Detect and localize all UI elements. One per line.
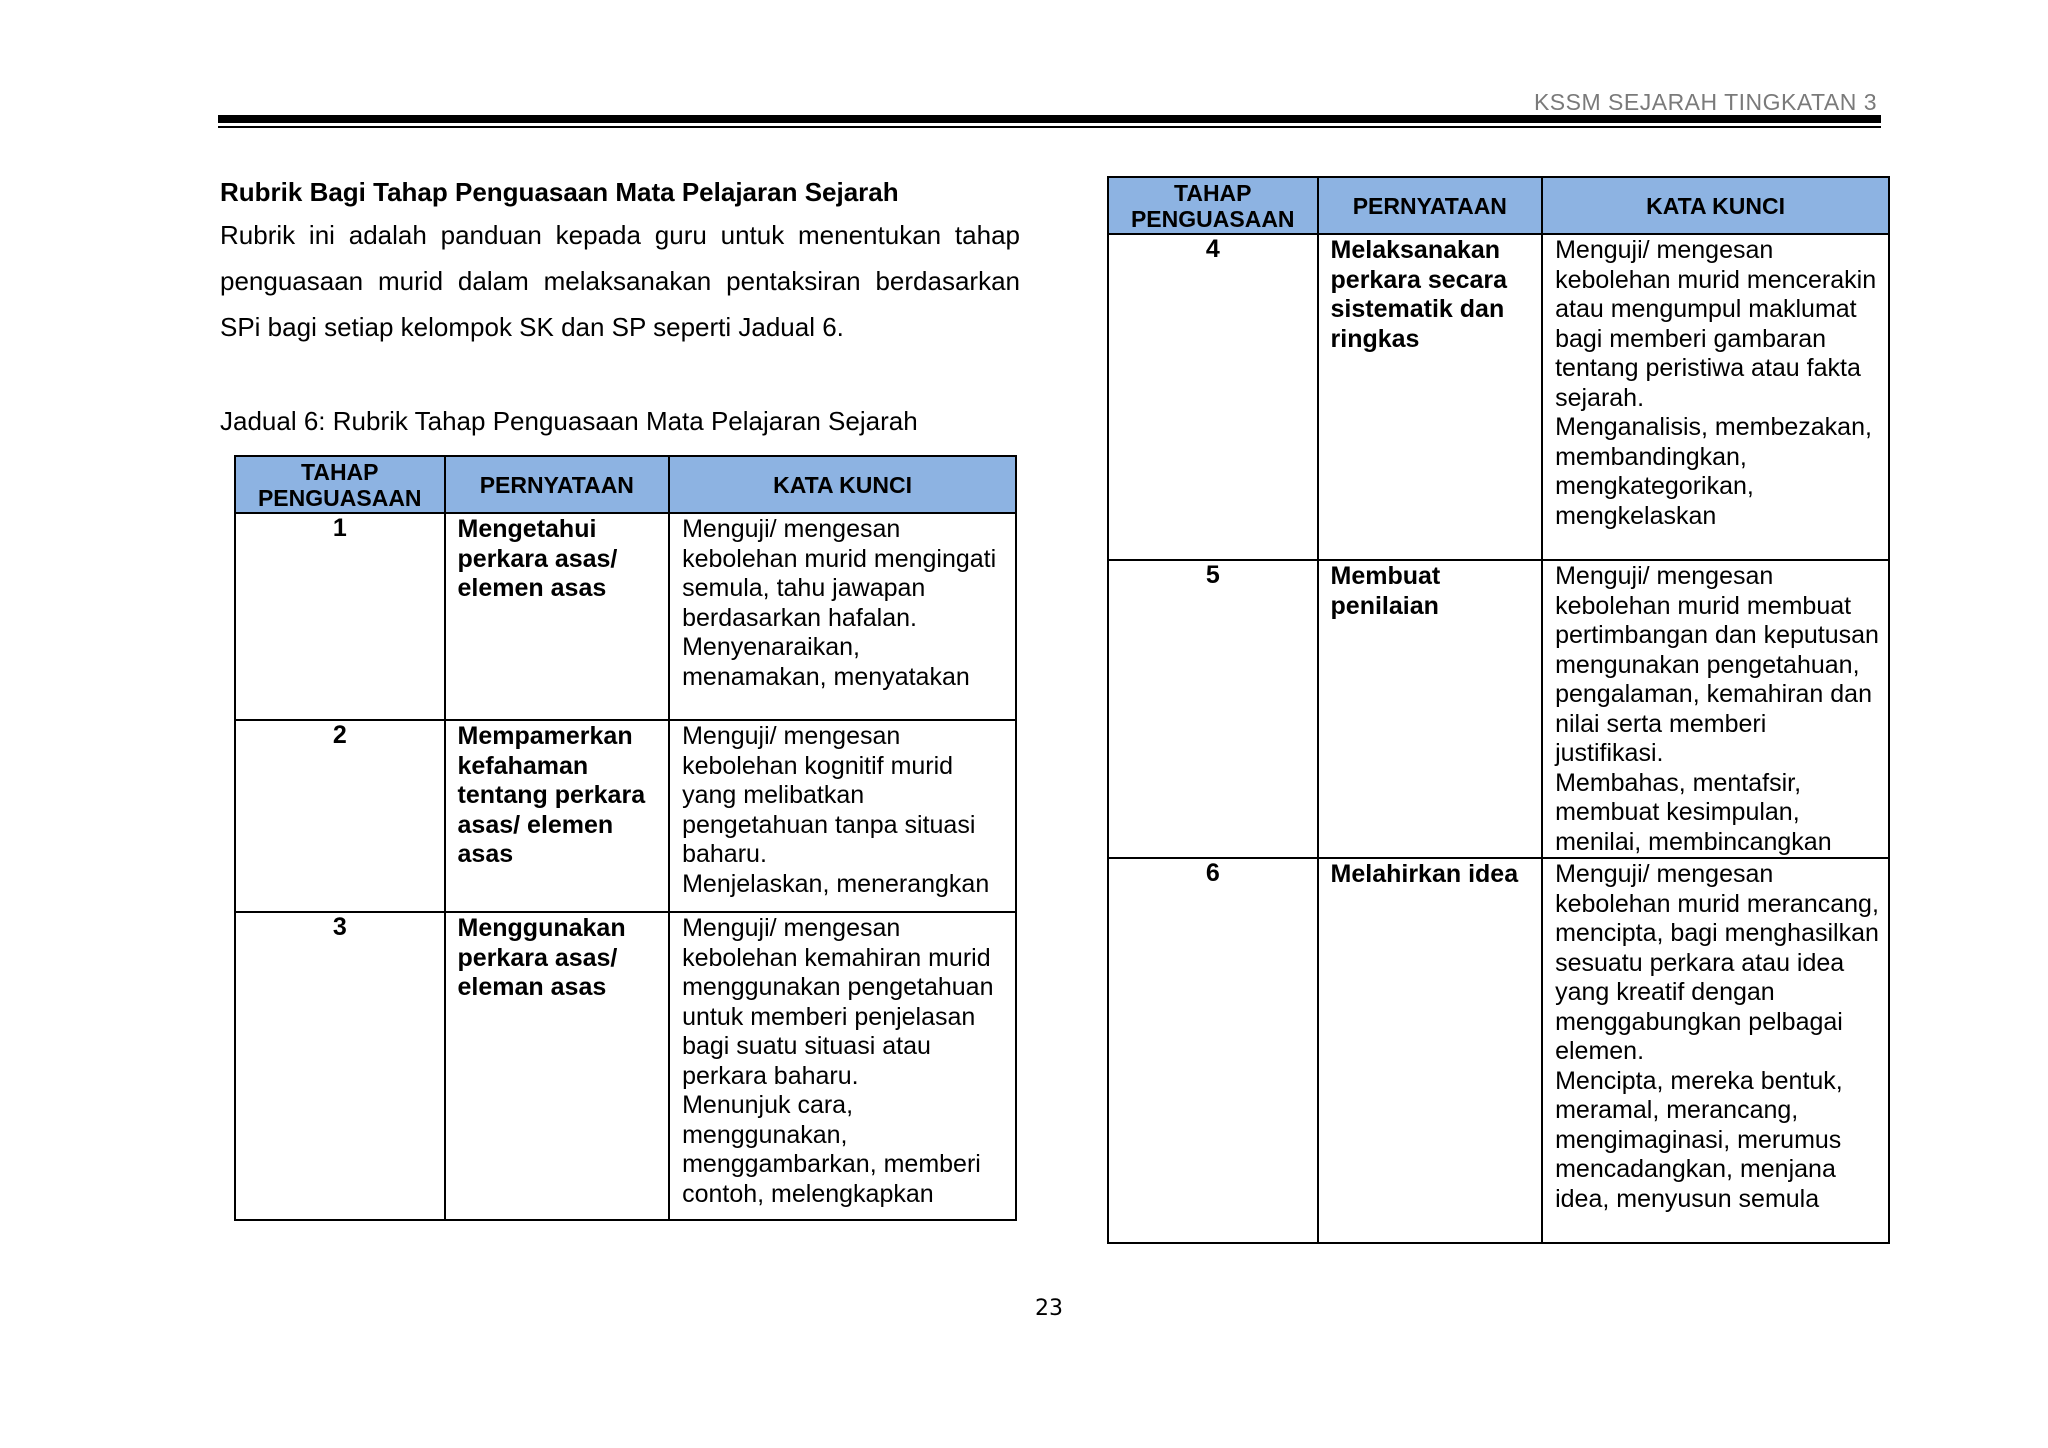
- header-keywords: KATA KUNCI: [1542, 177, 1889, 234]
- intro-paragraph: Rubrik ini adalah panduan kepada guru untuk menentukan tahap penguasaan murid dalam melaksanakan pentaksiran berdasarkan SPi bagi setiap kelompok SK dan SP seperti Jadual 6.: [220, 220, 1020, 342]
- table-row: [1108, 858, 1889, 1243]
- description-text: Menguji/ mengesan kebolehan murid membuat pertimbangan dan keputusan mengunakan pengetahuan, pengalaman, kemahiran dan nilai serta memberi justifikasi.: [1555, 562, 1879, 767]
- description-text: Menguji/ mengesan kebolehan murid mencerakin atau mengumpul maklumat bagi memberi gambaran tentang peristiwa atau fakta sejarah.: [1555, 236, 1877, 412]
- description-text: Menguji/ mengesan kebolehan murid merancang, mencipta, bagi menghasilkan sesuatu perkara atau idea yang kreatif dengan menggabungkan pelbagai elemen.: [1555, 860, 1879, 1065]
- keywords-cell: [1542, 560, 1889, 858]
- table-row: [235, 513, 1016, 720]
- keywords-cell: [1542, 858, 1889, 1243]
- intro-section: [220, 172, 1020, 350]
- level-cell: 5: [1108, 560, 1318, 858]
- statement-cell: Melaksanakan perkara secara sistematik dan ringkas: [1318, 234, 1543, 560]
- table-row: [1108, 560, 1889, 858]
- header-level-line2: PENGUASAAN: [257, 484, 422, 511]
- keywords-text: Mencipta, mereka bentuk, meramal, merancang, mengimaginasi, merumus mencadangkan, menjana idea, menyusun semula: [1555, 1066, 1843, 1213]
- keywords-cell: [669, 720, 1016, 912]
- keywords-cell: [669, 912, 1016, 1220]
- table-caption: Jadual 6: Rubrik Tahap Penguasaan Mata Pelajaran Sejarah: [220, 406, 918, 436]
- statement-cell: Melahirkan idea: [1318, 858, 1543, 1243]
- header-level-line1: TAHAP: [301, 458, 379, 485]
- level-cell: 2: [235, 720, 445, 912]
- keywords-text: Menunjuk cara, menggunakan, menggambarkan, memberi contoh, melengkapkan: [682, 1091, 981, 1208]
- page-number: 23: [1035, 1296, 1063, 1321]
- rubric-table-part-2: [1107, 176, 1890, 1244]
- keywords-cell: [669, 513, 1016, 720]
- table-header-row: [1108, 177, 1889, 234]
- keywords-cell: [1542, 234, 1889, 560]
- header-statement: PERNYATAAN: [445, 456, 670, 513]
- running-header: KSSM SEJARAH TINGKATAN 3: [1533, 89, 1877, 115]
- statement-cell: Mempamerkan kefahaman tentang perkara asas/ elemen asas: [445, 720, 670, 912]
- statement-cell: Menggunakan perkara asas/ eleman asas: [445, 912, 670, 1220]
- header-rule-thin: [218, 126, 1881, 128]
- level-cell: 6: [1108, 858, 1318, 1243]
- header-level: [1108, 177, 1318, 234]
- rubric-table-part-1: [234, 455, 1017, 1221]
- keywords-text: Menjelaskan, menerangkan: [682, 869, 990, 898]
- table-row: [235, 912, 1016, 1220]
- statement-cell: Membuat penilaian: [1318, 560, 1543, 858]
- level-cell: 1: [235, 513, 445, 720]
- level-cell: 4: [1108, 234, 1318, 560]
- header-keywords: KATA KUNCI: [669, 456, 1016, 513]
- header-rule: [218, 115, 1881, 123]
- header-statement: PERNYATAAN: [1318, 177, 1543, 234]
- table-row: [1108, 234, 1889, 560]
- description-text: Menguji/ mengesan kebolehan kognitif murid yang melibatkan pengetahuan tanpa situasi baharu.: [682, 722, 976, 868]
- header-level: [235, 456, 445, 513]
- description-text: Menguji/ mengesan kebolehan kemahiran murid menggunakan pengetahuan untuk memberi penjelasan bagi suatu situasi atau perkara baharu.: [682, 914, 994, 1090]
- table-row: [235, 720, 1016, 912]
- section-heading: Rubrik Bagi Tahap Penguasaan Mata Pelajaran Sejarah: [220, 177, 899, 207]
- keywords-text: Menyenaraikan, menamakan, menyatakan: [682, 633, 970, 691]
- keywords-text: Membahas, mentafsir, membuat kesimpulan, menilai, membincangkan: [1555, 768, 1832, 856]
- description-text: Menguji/ mengesan kebolehan murid mengingati semula, tahu jawapan berdasarkan hafalan.: [682, 515, 997, 632]
- statement-cell: Mengetahui perkara asas/ elemen asas: [445, 513, 670, 720]
- keywords-text: Menganalisis, membezakan, membandingkan, mengkategorikan, mengkelaskan: [1555, 413, 1872, 530]
- table-header-row: [235, 456, 1016, 513]
- header-level-line2: PENGUASAAN: [1130, 205, 1295, 232]
- header-level-line1: TAHAP: [1174, 179, 1252, 206]
- level-cell: 3: [235, 912, 445, 1220]
